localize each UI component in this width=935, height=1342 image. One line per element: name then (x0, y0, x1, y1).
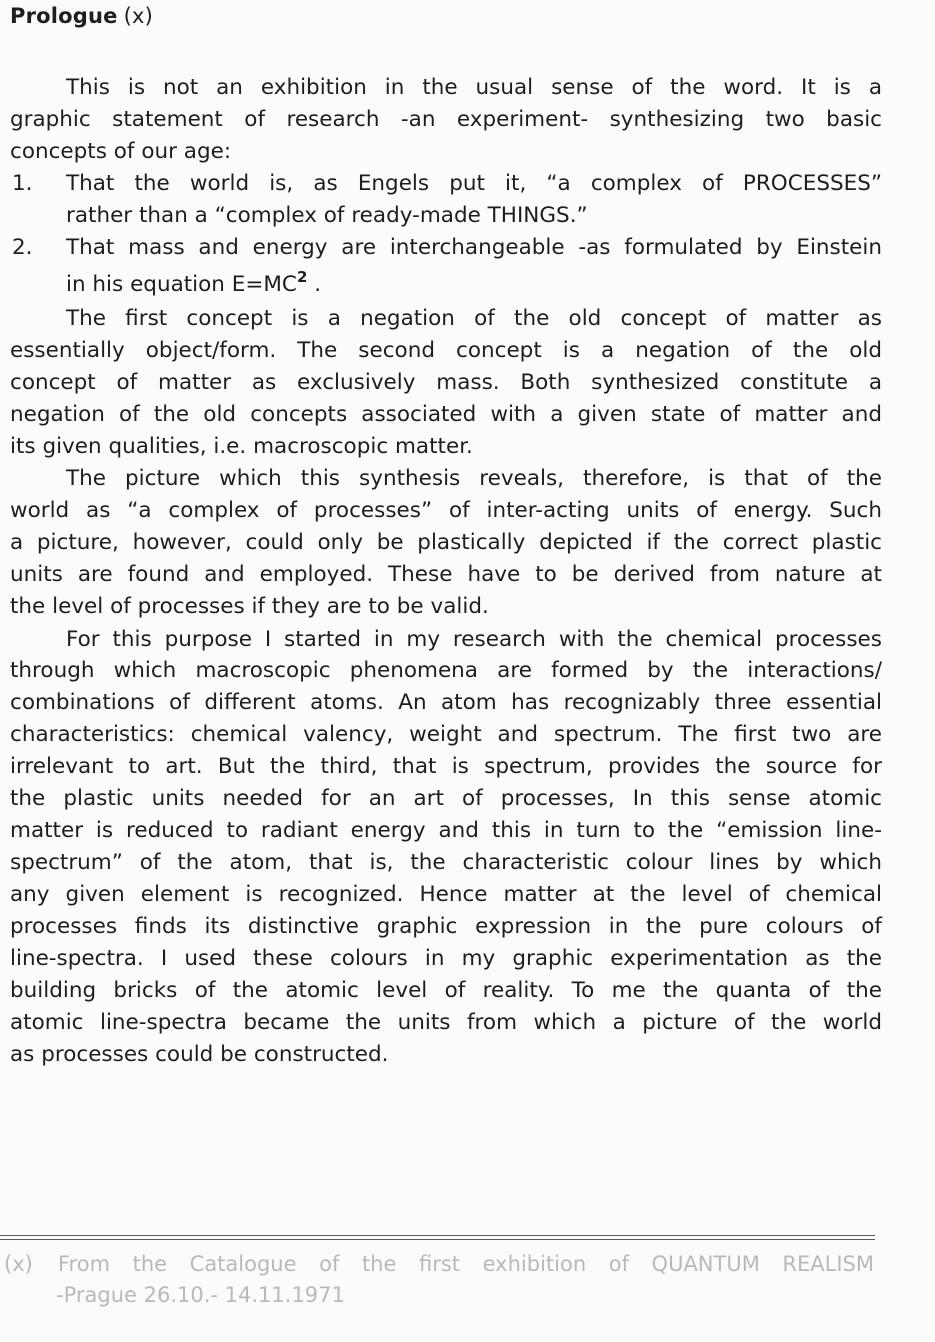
list-item-2 (10, 232, 882, 264)
list-number: 1. (12, 171, 33, 196)
list-item-1 (10, 168, 882, 200)
text-line: building bricks of the atomic level of reality. To me the quanta of the (10, 978, 882, 1003)
text-line: For this purpose I started in my research with the chemical processes (66, 627, 882, 652)
text-line: concept of matter as exclusively mass. Both synthesized constitute a (10, 370, 882, 395)
footnote-divider (0, 1235, 875, 1236)
text-line: world as “a complex of processes” of inter-acting units of energy. Such (10, 498, 882, 523)
footnote-line (4, 1249, 874, 1280)
list-item-text: That the world is, as Engels put it, “a complex of PROCESSES” (66, 171, 882, 196)
text-line: matter is reduced to radiant energy and this in turn to the “emission line- (10, 818, 882, 843)
text-line: The picture which this synthesis reveals, therefore, is that of the (66, 466, 882, 491)
text-line: graphic statement of research -an experiment- synthesizing two basic (10, 107, 882, 132)
text-line: negation of the old concepts associated with a given state of matter and (10, 402, 882, 427)
text-line: the plastic units needed for an art of processes, In this sense atomic (10, 786, 882, 811)
equation-text: in his equation E=MC (66, 272, 297, 297)
text-line: combinations of different atoms. An atom has recognizably three essential (10, 690, 882, 715)
text-line: essentially object/form. The second concept is a negation of the old (10, 338, 882, 363)
title-footnote-mark: (x) (123, 4, 154, 28)
footnote-text: From the Catalogue of the first exhibition of QUANTUM REALISM (58, 1252, 874, 1276)
text-line: processes finds its distinctive graphic expression in the pure colours of (10, 914, 882, 939)
footnote-divider (0, 1239, 875, 1240)
text-line: line-spectra. I used these colours in my graphic experimentation as the (10, 946, 882, 971)
list-item-text: That mass and energy are interchangeable -as formulated by Einstein (66, 235, 882, 260)
text-line: concepts of our age: (10, 139, 232, 164)
equation-line (10, 269, 882, 301)
text-line: characteristics: chemical valency, weight and spectrum. The first two are (10, 722, 882, 747)
text-line: atomic line-spectra became the units from which a picture of the world (10, 1010, 882, 1035)
footnote-line: -Prague 26.10.- 14.11.1971 (56, 1283, 345, 1307)
text-line: its given qualities, i.e. macroscopic matter. (10, 434, 473, 459)
list-number: 2. (12, 235, 33, 260)
text-line: This is not an exhibition in the usual sense of the word. It is a (66, 75, 882, 100)
text-line: through which macroscopic phenomena are formed by the interactions/ (10, 658, 882, 683)
equation-exponent: 2 (296, 268, 308, 286)
text-line: units are found and employed. These have to be derived from nature at (10, 562, 882, 587)
text-line: irrelevant to art. But the third, that is spectrum, provides the source for (10, 754, 882, 779)
title-text: Prologue (10, 4, 118, 28)
text-line: as processes could be constructed. (10, 1042, 389, 1067)
equation-tail: . (307, 272, 322, 297)
page-title (10, 4, 153, 28)
text-line: rather than a “complex of ready-made THINGS.” (66, 203, 588, 228)
text-line: the level of processes if they are to be valid. (10, 594, 489, 619)
text-line: spectrum” of the atom, that is, the characteristic colour lines by which (10, 850, 882, 875)
text-line: any given element is recognized. Hence matter at the level of chemical (10, 882, 882, 907)
footnote (4, 1249, 874, 1311)
text-line: The first concept is a negation of the old concept of matter as (66, 306, 882, 331)
footnote-mark: (x) (4, 1252, 33, 1276)
text-line: a picture, however, could only be plastically depicted if the correct plastic (10, 530, 882, 555)
